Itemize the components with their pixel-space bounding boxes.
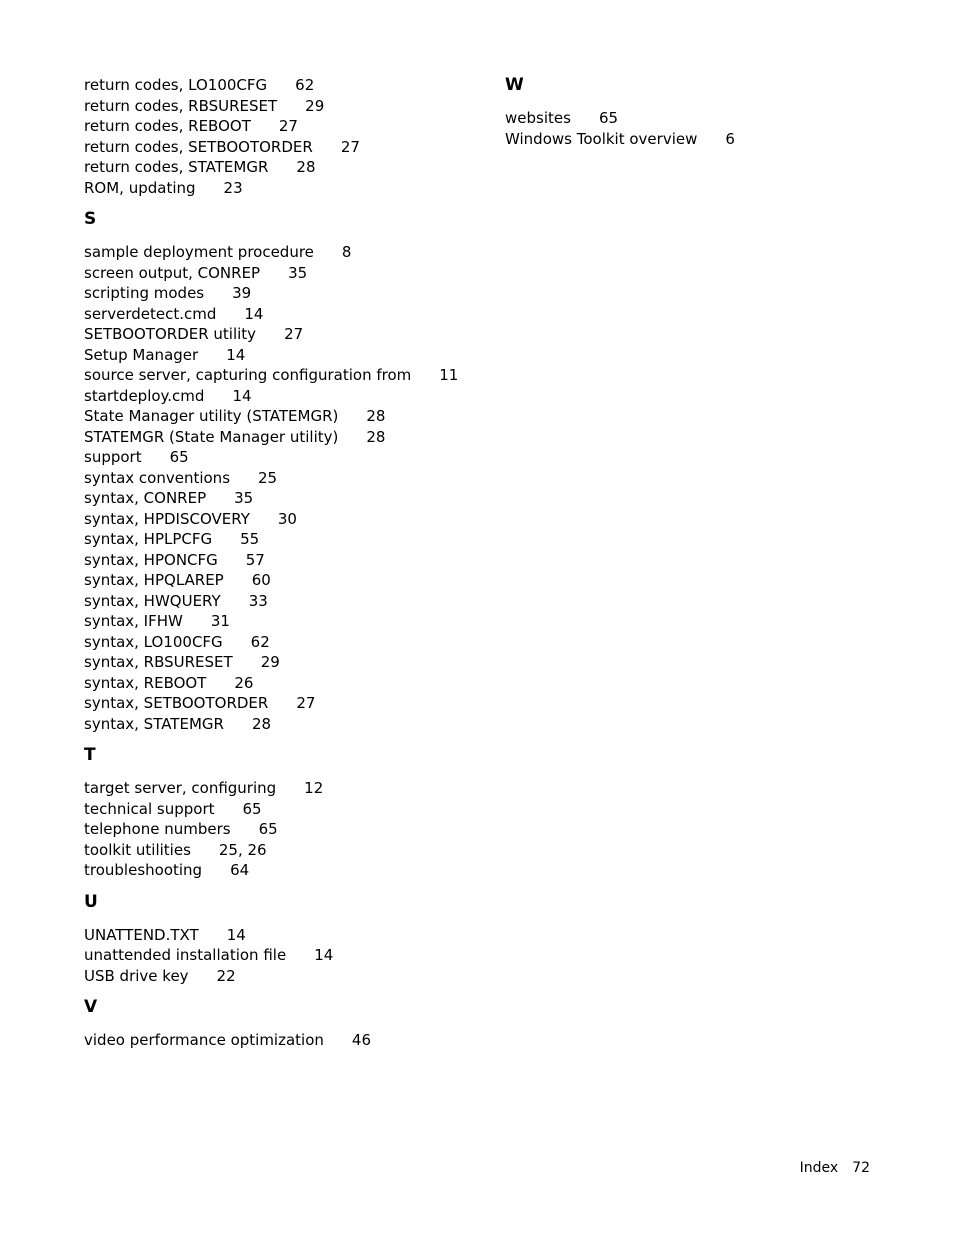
- index-term: Windows Toolkit overview: [505, 129, 698, 148]
- index-page-ref[interactable]: 27: [284, 325, 304, 343]
- index-entry: [84, 945, 484, 966]
- index-page-ref[interactable]: 57: [245, 550, 265, 569]
- index-entry: [84, 447, 484, 468]
- index-entry: [84, 529, 484, 550]
- index-term: video performance optimization: [84, 1031, 324, 1049]
- index-term: syntax, LO100CFG: [84, 632, 223, 651]
- index-term: syntax, RBSURESET: [84, 653, 233, 671]
- index-entry: [84, 632, 484, 653]
- index-entry: [84, 137, 484, 158]
- index-term: syntax, HPLPCFG: [84, 530, 213, 548]
- index-term: return codes, REBOOT: [84, 117, 251, 135]
- index-term: unattended installation file: [84, 946, 287, 964]
- index-entry: [84, 406, 484, 427]
- index-page-ref[interactable]: 65: [258, 820, 278, 838]
- index-entry: [84, 242, 484, 263]
- page-footer: [800, 1158, 870, 1178]
- index-term: sample deployment procedure: [84, 243, 314, 261]
- index-term: syntax, HPDISCOVERY: [84, 509, 250, 528]
- index-section: [84, 744, 484, 881]
- index-page-ref[interactable]: 29: [305, 96, 325, 115]
- index-term: ROM, updating: [84, 178, 196, 197]
- index-entry: [84, 75, 484, 96]
- index-term: UNATTEND.TXT: [84, 925, 199, 944]
- index-entry: [84, 799, 484, 820]
- index-entry: [84, 860, 484, 881]
- index-page-ref[interactable]: 25, 26: [218, 840, 267, 859]
- index-page-ref[interactable]: 23: [223, 178, 243, 197]
- index-entry: [84, 96, 484, 117]
- index-page-ref[interactable]: 12: [304, 779, 324, 797]
- index-term: syntax, HPQLAREP: [84, 571, 224, 589]
- index-page-ref[interactable]: 26: [234, 673, 254, 692]
- index-page-ref[interactable]: 35: [288, 263, 308, 282]
- index-page-ref[interactable]: 22: [216, 966, 236, 985]
- index-term: syntax, HPONCFG: [84, 550, 218, 569]
- index-page-ref[interactable]: 62: [250, 632, 270, 651]
- index-term: syntax, SETBOOTORDER: [84, 694, 269, 712]
- index-page-ref[interactable]: 31: [210, 612, 230, 630]
- index-page-ref[interactable]: 65: [242, 799, 262, 818]
- index-term: troubleshooting: [84, 861, 203, 879]
- index-term: syntax, REBOOT: [84, 673, 207, 692]
- index-page-ref[interactable]: 14: [314, 946, 334, 964]
- index-term: return codes, STATEMGR: [84, 158, 269, 176]
- index-entry: [84, 693, 484, 714]
- index-entry: [84, 652, 484, 673]
- index-page-ref[interactable]: 28: [366, 427, 386, 446]
- section-letter: V: [84, 997, 98, 1017]
- index-page-ref[interactable]: 33: [248, 591, 268, 610]
- index-term: SETBOOTORDER utility: [84, 325, 257, 343]
- index-entry: [84, 365, 484, 386]
- index-page-ref[interactable]: 14: [244, 304, 264, 323]
- index-entry: [84, 427, 484, 448]
- index-page-ref[interactable]: 27: [296, 694, 316, 712]
- index-entry: [84, 673, 484, 694]
- index-page-ref[interactable]: 30: [277, 509, 297, 528]
- index-entry: [84, 819, 484, 840]
- index-entry: [84, 386, 484, 407]
- index-page-ref[interactable]: 27: [340, 137, 360, 156]
- section-letter: U: [84, 891, 98, 912]
- index-term: serverdetect.cmd: [84, 304, 217, 323]
- index-term: STATEMGR (State Manager utility): [84, 427, 339, 446]
- index-page-ref[interactable]: 65: [598, 109, 619, 127]
- index-entry: [84, 283, 484, 304]
- index-term: support: [84, 448, 142, 466]
- index-page-ref[interactable]: 35: [234, 489, 254, 507]
- index-page-ref[interactable]: 27: [278, 117, 298, 135]
- index-page-ref[interactable]: 29: [260, 653, 280, 671]
- index-term: technical support: [84, 799, 215, 818]
- index-entry: [84, 116, 484, 137]
- index-term: target server, configuring: [84, 779, 277, 797]
- index-term: Setup Manager: [84, 345, 199, 364]
- index-entry: [84, 157, 484, 178]
- index-term: websites: [505, 109, 571, 127]
- index-entry: [84, 1030, 484, 1051]
- index-entry: [84, 345, 484, 366]
- index-page-ref[interactable]: 28: [251, 714, 272, 733]
- index-page-ref[interactable]: 28: [366, 407, 386, 425]
- index-entry: [84, 591, 484, 612]
- index-term: syntax, IFHW: [84, 612, 183, 630]
- index-entry: [84, 468, 484, 489]
- index-term: State Manager utility (STATEMGR): [84, 407, 339, 425]
- section-letter: S: [84, 209, 97, 229]
- index-column-left: [84, 74, 484, 1061]
- index-page-ref[interactable]: 11: [439, 366, 459, 384]
- index-entry: [84, 611, 484, 632]
- index-page-ref[interactable]: 14: [226, 925, 246, 944]
- index-entry: [84, 925, 484, 946]
- index-entry: [84, 263, 484, 284]
- index-entry: [84, 509, 484, 530]
- footer-label: Index: [799, 1160, 839, 1176]
- index-section: [84, 996, 484, 1051]
- index-page-ref[interactable]: 6: [725, 129, 735, 148]
- index-page-ref[interactable]: 14: [226, 345, 246, 364]
- index-entry: [505, 108, 905, 129]
- index-term: syntax, STATEMGR: [84, 714, 224, 733]
- index-entry: [84, 324, 484, 345]
- index-page-ref[interactable]: 28: [296, 158, 316, 176]
- index-entry: [84, 488, 484, 509]
- index-page-ref[interactable]: 62: [295, 76, 315, 94]
- index-entry: [84, 778, 484, 799]
- index-term: startdeploy.cmd: [84, 386, 205, 405]
- index-term: syntax, HWQUERY: [84, 591, 221, 610]
- index-entry: [84, 714, 484, 735]
- index-page-ref[interactable]: 8: [341, 243, 352, 261]
- index-entry: [84, 966, 484, 987]
- index-term: screen output, CONREP: [84, 263, 261, 282]
- index-section: [84, 75, 484, 198]
- index-term: return codes, SETBOOTORDER: [84, 137, 313, 156]
- index-term: syntax conventions: [84, 468, 231, 487]
- index-page-ref[interactable]: 25: [258, 468, 278, 487]
- index-term: source server, capturing configuration from: [84, 366, 412, 384]
- index-page-ref[interactable]: 65: [169, 448, 189, 466]
- index-page-ref[interactable]: 46: [351, 1031, 371, 1049]
- index-page-ref[interactable]: 39: [232, 284, 252, 302]
- index-entry: [84, 570, 484, 591]
- index-term: return codes, LO100CFG: [84, 76, 268, 94]
- index-entry: [84, 178, 484, 199]
- index-term: syntax, CONREP: [84, 489, 207, 507]
- index-section: [505, 74, 905, 149]
- footer-page-number: 72: [852, 1160, 870, 1176]
- index-term: USB drive key: [84, 966, 189, 985]
- index-entry: [84, 304, 484, 325]
- index-term: toolkit utilities: [84, 840, 191, 859]
- index-term: return codes, RBSURESET: [84, 96, 278, 115]
- index-page-ref[interactable]: 64: [230, 861, 250, 879]
- index-entry: [505, 129, 905, 150]
- index-term: scripting modes: [84, 284, 205, 302]
- index-column-right: [505, 74, 905, 159]
- index-page-ref[interactable]: 55: [240, 530, 260, 548]
- index-entry: [84, 840, 484, 861]
- index-term: telephone numbers: [84, 820, 231, 838]
- section-letter: W: [505, 75, 524, 95]
- index-section: [84, 891, 484, 987]
- index-section: [84, 208, 484, 734]
- index-entry: [84, 550, 484, 571]
- index-page-ref[interactable]: 60: [251, 571, 271, 589]
- index-page-ref[interactable]: 14: [232, 386, 252, 405]
- section-letter: T: [84, 745, 96, 765]
